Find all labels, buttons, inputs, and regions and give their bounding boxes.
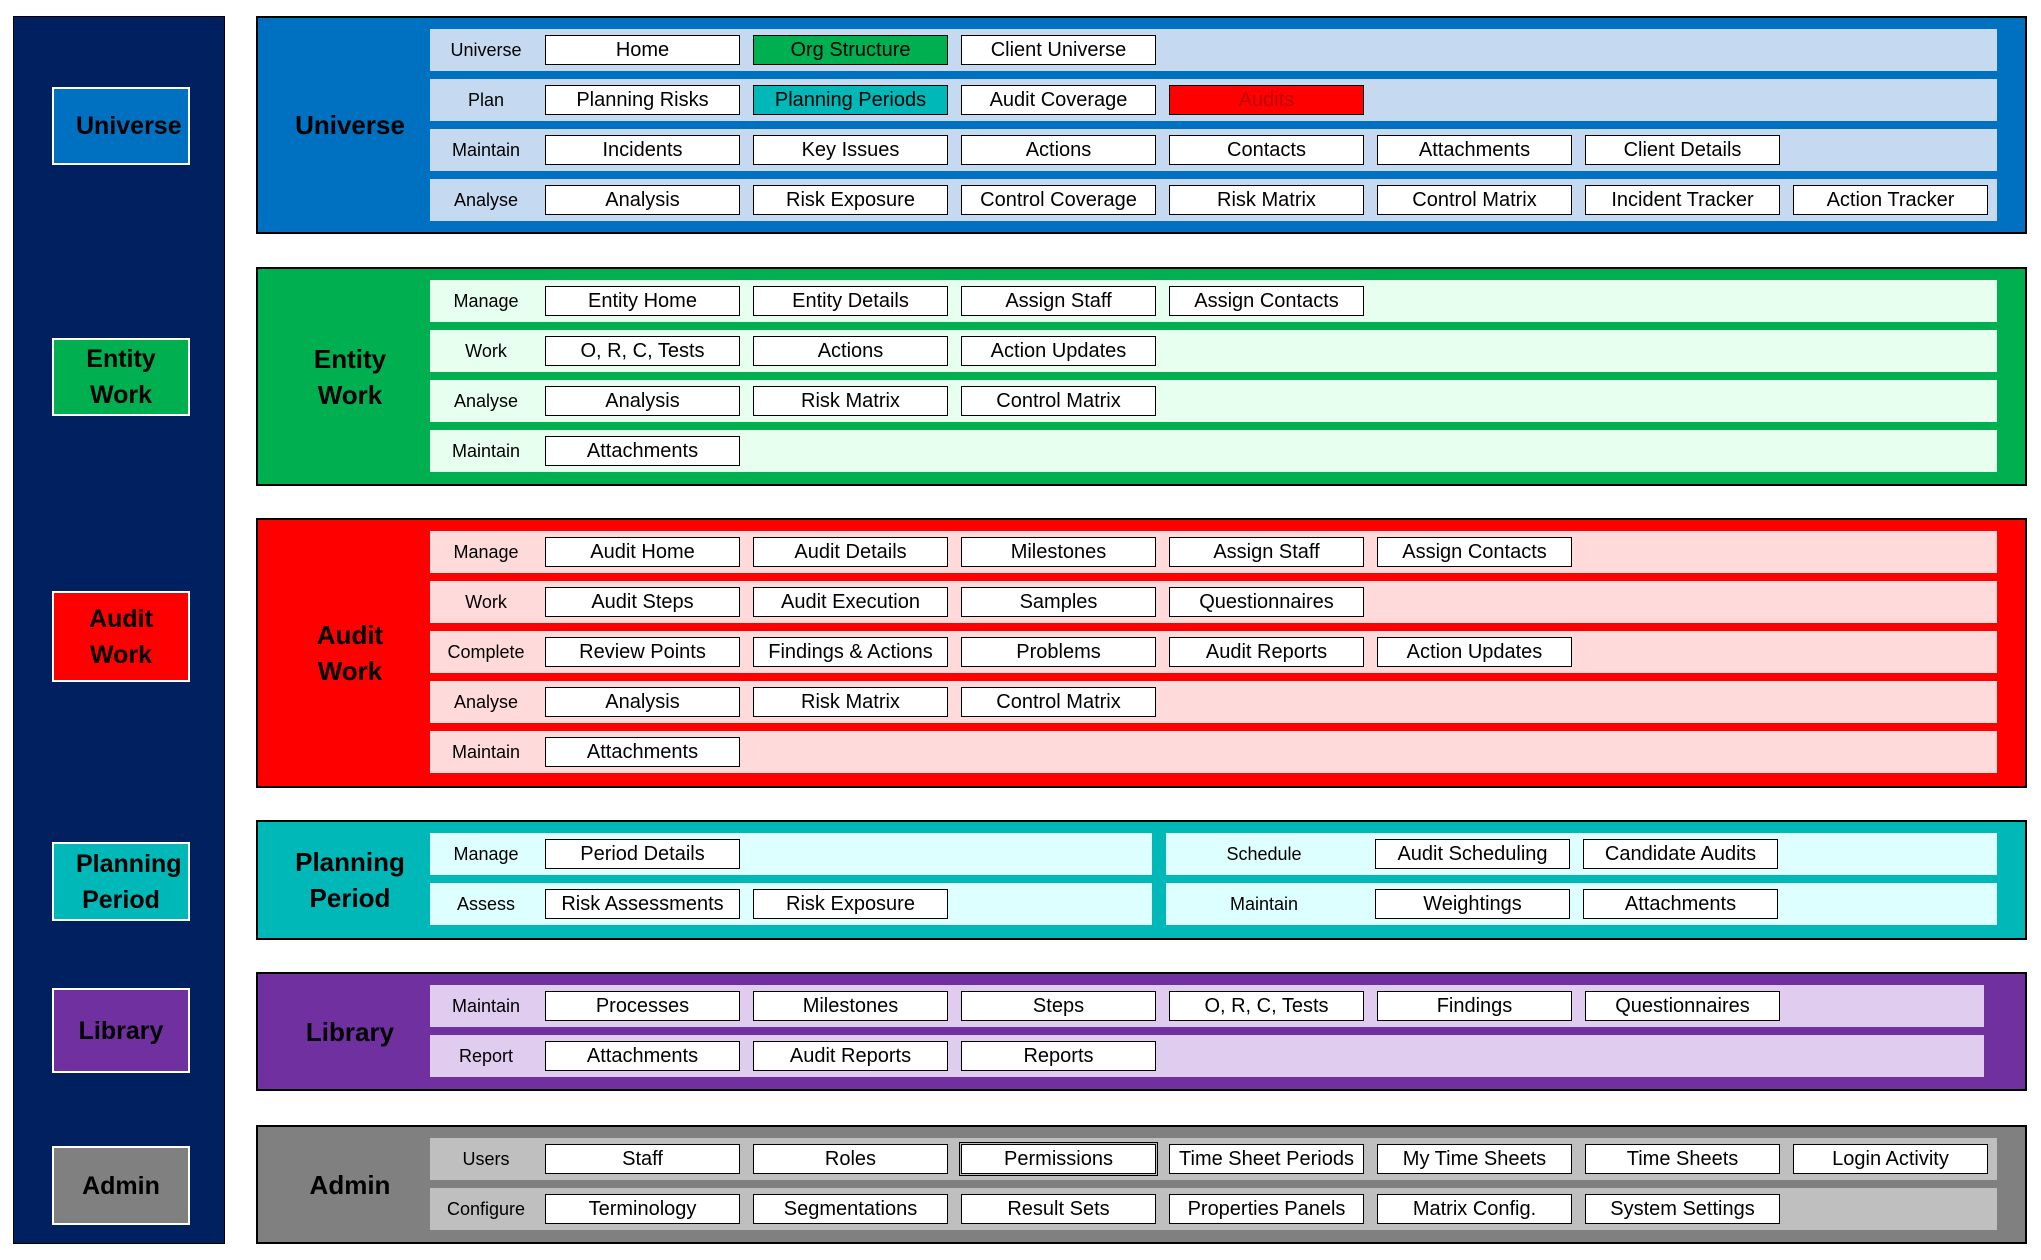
button-org-structure[interactable]: Org Structure bbox=[753, 35, 948, 65]
button-audit-coverage[interactable]: Audit Coverage bbox=[961, 85, 1156, 115]
nav-button-library[interactable] bbox=[52, 988, 190, 1073]
nav-button-label: Universe bbox=[76, 112, 182, 140]
section-audit-work bbox=[256, 518, 2027, 788]
button-risk-matrix[interactable]: Risk Matrix bbox=[753, 687, 948, 717]
button-period-details[interactable]: Period Details bbox=[545, 839, 740, 869]
row-label: Users bbox=[462, 1148, 510, 1169]
row-label: Work bbox=[465, 591, 507, 612]
row-maintain bbox=[430, 731, 1997, 773]
section-title: Admin bbox=[309, 1169, 391, 1200]
button-audit-details[interactable]: Audit Details bbox=[753, 537, 948, 567]
button-audit-reports[interactable]: Audit Reports bbox=[1169, 637, 1364, 667]
button-milestones[interactable]: Milestones bbox=[753, 991, 948, 1021]
button-risk-assessments[interactable]: Risk Assessments bbox=[545, 889, 740, 919]
row-assess bbox=[430, 883, 1152, 925]
button-questionnaires[interactable]: Questionnaires bbox=[1169, 587, 1364, 617]
button-incidents[interactable]: Incidents bbox=[545, 135, 740, 165]
row-label: Report bbox=[458, 1045, 514, 1066]
button-incident-tracker[interactable]: Incident Tracker bbox=[1585, 185, 1780, 215]
button-analysis[interactable]: Analysis bbox=[545, 687, 740, 717]
button-properties-panels[interactable]: Properties Panels bbox=[1169, 1194, 1364, 1224]
section-title: Planning Period bbox=[295, 847, 405, 913]
nav-button-entity-work[interactable] bbox=[52, 338, 190, 416]
row-label: Maintain bbox=[451, 440, 521, 461]
button-assign-contacts[interactable]: Assign Contacts bbox=[1169, 286, 1364, 316]
section-entity-work bbox=[256, 267, 2027, 486]
row-label: Maintain bbox=[451, 741, 521, 762]
row-report bbox=[430, 1035, 1984, 1077]
section-universe bbox=[256, 16, 2027, 234]
button-analysis[interactable]: Analysis bbox=[545, 185, 740, 215]
row-label: Work bbox=[465, 340, 507, 361]
section-title: Audit Work bbox=[316, 620, 384, 686]
button-assign-staff[interactable]: Assign Staff bbox=[961, 286, 1156, 316]
button-login-activity[interactable]: Login Activity bbox=[1793, 1144, 1988, 1174]
nav-button-planning-period[interactable] bbox=[52, 842, 190, 921]
button-terminology[interactable]: Terminology bbox=[545, 1194, 740, 1224]
sidebar-nav bbox=[13, 16, 225, 1244]
row-label: Manage bbox=[453, 541, 519, 562]
button-audit-scheduling[interactable]: Audit Scheduling bbox=[1375, 839, 1570, 869]
button-action-updates[interactable]: Action Updates bbox=[961, 336, 1156, 366]
button-risk-exposure[interactable]: Risk Exposure bbox=[753, 889, 948, 919]
button-time-sheet-periods[interactable]: Time Sheet Periods bbox=[1169, 1144, 1364, 1174]
button-attachments[interactable]: Attachments bbox=[545, 737, 740, 767]
nav-button-label: Planning Period bbox=[76, 849, 182, 914]
row-analyse bbox=[430, 179, 1997, 221]
button-review-points[interactable]: Review Points bbox=[545, 637, 740, 667]
row-maintain bbox=[1166, 883, 1997, 925]
button-audit-execution[interactable]: Audit Execution bbox=[753, 587, 948, 617]
button-audits[interactable]: Audits bbox=[1169, 85, 1364, 115]
row-manage bbox=[430, 531, 1997, 573]
row-label: Plan bbox=[467, 89, 505, 110]
button-assign-contacts[interactable]: Assign Contacts bbox=[1377, 537, 1572, 567]
button-questionnaires[interactable]: Questionnaires bbox=[1585, 991, 1780, 1021]
button-reports[interactable]: Reports bbox=[961, 1041, 1156, 1071]
button-segmentations[interactable]: Segmentations bbox=[753, 1194, 948, 1224]
row-label: Complete bbox=[447, 641, 525, 662]
section-title: Universe bbox=[295, 110, 405, 140]
button-processes[interactable]: Processes bbox=[545, 991, 740, 1021]
button-client-universe[interactable]: Client Universe bbox=[961, 35, 1156, 65]
button-audit-steps[interactable]: Audit Steps bbox=[545, 587, 740, 617]
row-maintain bbox=[430, 129, 1997, 171]
nav-button-admin[interactable] bbox=[52, 1146, 190, 1225]
button-my-time-sheets[interactable]: My Time Sheets bbox=[1377, 1144, 1572, 1174]
row-label: Maintain bbox=[451, 995, 521, 1016]
button-audit-home[interactable]: Audit Home bbox=[545, 537, 740, 567]
row-users bbox=[430, 1138, 1997, 1180]
row-label: Analyse bbox=[453, 691, 519, 712]
row-label: Analyse bbox=[453, 390, 519, 411]
button-action-tracker[interactable]: Action Tracker bbox=[1793, 185, 1988, 215]
row-work bbox=[430, 581, 1997, 623]
row-maintain bbox=[430, 985, 1984, 1027]
button-permissions[interactable]: Permissions bbox=[961, 1144, 1156, 1174]
button-control-matrix[interactable]: Control Matrix bbox=[961, 687, 1156, 717]
button-roles[interactable]: Roles bbox=[753, 1144, 948, 1174]
button-home[interactable]: Home bbox=[545, 35, 740, 65]
row-analyse bbox=[430, 380, 1997, 422]
nav-button-universe[interactable] bbox=[52, 87, 190, 165]
button-problems[interactable]: Problems bbox=[961, 637, 1156, 667]
row-universe bbox=[430, 29, 1997, 71]
section-planning-period bbox=[256, 820, 2027, 940]
button-risk-exposure[interactable]: Risk Exposure bbox=[753, 185, 948, 215]
row-label: Configure bbox=[446, 1198, 526, 1219]
row-manage bbox=[430, 833, 1152, 875]
button-o-r-c-tests[interactable]: O, R, C, Tests bbox=[545, 336, 740, 366]
row-plan bbox=[430, 79, 1997, 121]
row-label: Maintain bbox=[1229, 893, 1299, 914]
button-milestones[interactable]: Milestones bbox=[961, 537, 1156, 567]
button-findings-actions[interactable]: Findings & Actions bbox=[753, 637, 948, 667]
button-matrix-config[interactable]: Matrix Config. bbox=[1377, 1194, 1572, 1224]
row-configure bbox=[430, 1188, 1997, 1230]
nav-button-label: Library bbox=[78, 1016, 164, 1045]
row-label: Maintain bbox=[451, 139, 521, 160]
nav-button-audit-work[interactable] bbox=[52, 591, 190, 682]
button-actions[interactable]: Actions bbox=[753, 336, 948, 366]
button-analysis[interactable]: Analysis bbox=[545, 386, 740, 416]
section-library bbox=[256, 972, 2027, 1091]
row-manage bbox=[430, 280, 1997, 322]
button-samples[interactable]: Samples bbox=[961, 587, 1156, 617]
nav-button-label: Audit Work bbox=[89, 604, 153, 669]
button-attachments[interactable]: Attachments bbox=[1377, 135, 1572, 165]
button-client-details[interactable]: Client Details bbox=[1585, 135, 1780, 165]
nav-button-label: Admin bbox=[82, 1171, 160, 1200]
button-entity-details[interactable]: Entity Details bbox=[753, 286, 948, 316]
section-admin bbox=[256, 1125, 2027, 1244]
button-attachments[interactable]: Attachments bbox=[1583, 889, 1778, 919]
row-label: Manage bbox=[453, 843, 519, 864]
row-label: Manage bbox=[453, 290, 519, 311]
button-weightings[interactable]: Weightings bbox=[1375, 889, 1570, 919]
button-assign-staff[interactable]: Assign Staff bbox=[1169, 537, 1364, 567]
button-findings[interactable]: Findings bbox=[1377, 991, 1572, 1021]
row-label: Analyse bbox=[453, 189, 519, 210]
button-time-sheets[interactable]: Time Sheets bbox=[1585, 1144, 1780, 1174]
button-planning-risks[interactable]: Planning Risks bbox=[545, 85, 740, 115]
section-title: Library bbox=[305, 1016, 395, 1047]
row-label: Assess bbox=[456, 893, 516, 914]
row-label: Schedule bbox=[1226, 843, 1302, 864]
button-risk-matrix[interactable]: Risk Matrix bbox=[753, 386, 948, 416]
button-staff[interactable]: Staff bbox=[545, 1144, 740, 1174]
button-actions[interactable]: Actions bbox=[961, 135, 1156, 165]
button-control-matrix[interactable]: Control Matrix bbox=[1377, 185, 1572, 215]
row-complete bbox=[430, 631, 1997, 673]
section-title: Entity Work bbox=[313, 343, 387, 410]
button-system-settings[interactable]: System Settings bbox=[1585, 1194, 1780, 1224]
button-risk-matrix[interactable]: Risk Matrix bbox=[1169, 185, 1364, 215]
button-key-issues[interactable]: Key Issues bbox=[753, 135, 948, 165]
row-maintain bbox=[430, 430, 1997, 472]
row-label: Universe bbox=[450, 39, 522, 60]
button-control-matrix[interactable]: Control Matrix bbox=[961, 386, 1156, 416]
button-entity-home[interactable]: Entity Home bbox=[545, 286, 740, 316]
row-work bbox=[430, 330, 1997, 372]
button-attachments[interactable]: Attachments bbox=[545, 436, 740, 466]
button-audit-reports[interactable]: Audit Reports bbox=[753, 1041, 948, 1071]
button-candidate-audits[interactable]: Candidate Audits bbox=[1583, 839, 1778, 869]
button-attachments[interactable]: Attachments bbox=[545, 1041, 740, 1071]
nav-button-label: Entity Work bbox=[86, 345, 156, 409]
button-steps[interactable]: Steps bbox=[961, 991, 1156, 1021]
button-o-r-c-tests[interactable]: O, R, C, Tests bbox=[1169, 991, 1364, 1021]
button-control-coverage[interactable]: Control Coverage bbox=[961, 185, 1156, 215]
button-action-updates[interactable]: Action Updates bbox=[1377, 637, 1572, 667]
button-contacts[interactable]: Contacts bbox=[1169, 135, 1364, 165]
row-analyse bbox=[430, 681, 1997, 723]
button-planning-periods[interactable]: Planning Periods bbox=[753, 85, 948, 115]
button-result-sets[interactable]: Result Sets bbox=[961, 1194, 1156, 1224]
row-schedule bbox=[1166, 833, 1997, 875]
